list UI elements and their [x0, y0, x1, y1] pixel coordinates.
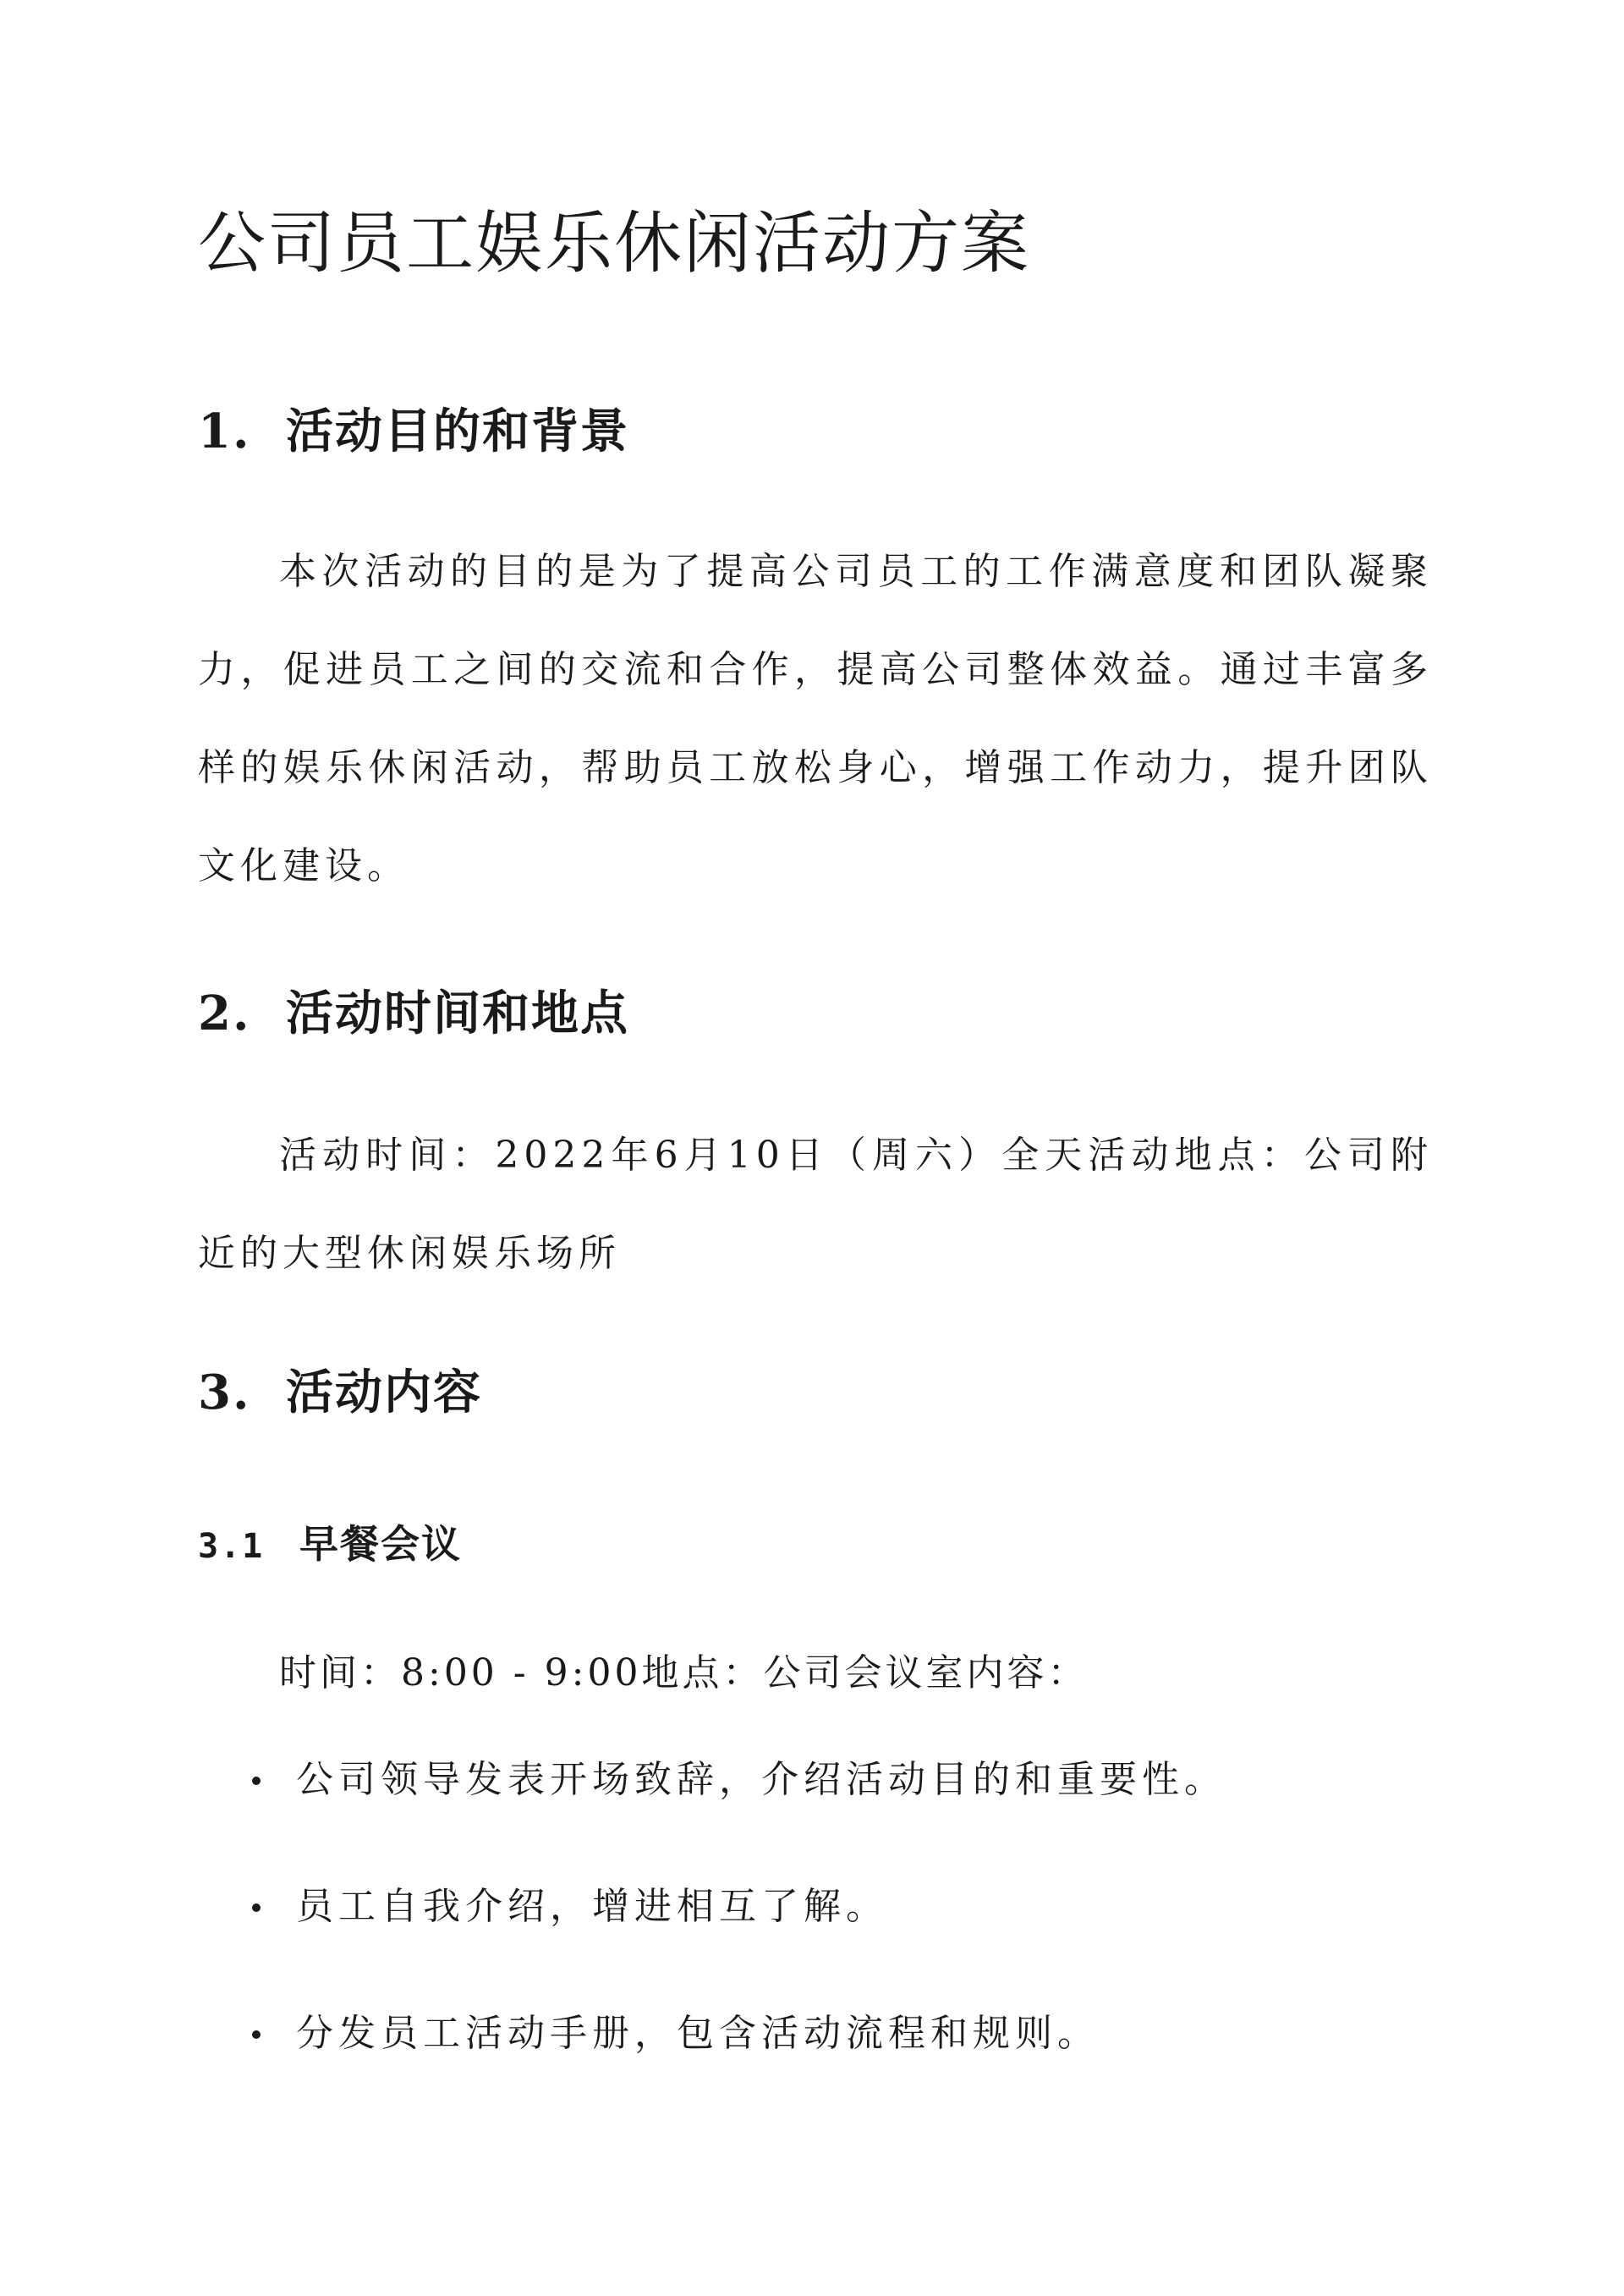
list-item [198, 1881, 1433, 2008]
section-heading-3 [198, 1359, 482, 1426]
list-item-text: 分发员工活动手册，包含活动流程和规则。 [296, 2012, 1100, 2055]
section-paragraph-2: 活动时间：2022年6月10日（周六）全天活动地点：公司附近的大型休闲娱乐场所 [198, 1134, 1433, 1275]
section-heading-1 [198, 398, 629, 465]
section-number-1: 1. [198, 404, 251, 459]
bullet-dot-icon [252, 2030, 261, 2039]
list-item [198, 2008, 1433, 2135]
bullet-dot-icon [252, 1903, 261, 1912]
list-item-text: 员工自我介绍，增进相互了解。 [296, 1885, 888, 1928]
section-paragraph-1: 本次活动的目的是为了提高公司员工的工作满意度和团队凝聚力，促进员工之间的交流和合作，提高公司整体效益。通过丰富多样的娱乐休闲活动，帮助员工放松身心，增强工作动力，提升团队文化建设。 [198, 550, 1433, 887]
subsection-paragraph: 时间：8:00 - 9:00地点：公司会议室内容： [279, 1651, 1089, 1695]
section-number-3: 3. [198, 1365, 251, 1420]
subsection-title: 早餐会议 [299, 1521, 462, 1567]
section-title-1: 活动目的和背景 [286, 404, 629, 459]
subsection-number: 3.1 [198, 1527, 265, 1566]
section-heading-2 [198, 980, 629, 1047]
section-title-2: 活动时间和地点 [286, 986, 629, 1041]
section-title-3: 活动内容 [286, 1365, 482, 1420]
section-number-2: 2. [198, 986, 251, 1041]
bullet-dot-icon [252, 1777, 261, 1785]
bullet-list [198, 1755, 1433, 2135]
list-item-text: 公司领导发表开场致辞，介绍活动目的和重要性。 [296, 1758, 1226, 1801]
list-item [198, 1755, 1433, 1881]
document-title: 公司员工娱乐休闲活动方案 [198, 204, 1030, 283]
subsection-heading [198, 1514, 462, 1576]
